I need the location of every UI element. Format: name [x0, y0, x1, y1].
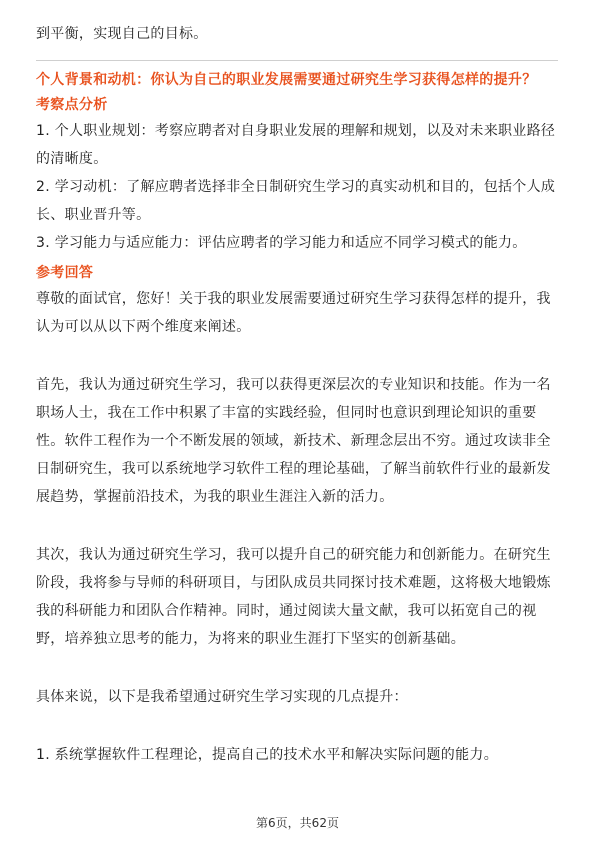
answer-paragraph: 尊敬的面试官，您好！关于我的职业发展需要通过研究生学习获得怎样的提升，我认为可以从以下两个维度来阐述。	[36, 291, 551, 335]
answer-paragraph: 其次，我认为通过研究生学习，我可以提升自己的研究能力和创新能力。在研究生阶段，我将参与导师的科研项目，与团队成员共同探讨技术难题，这将极大地锻炼我的科研能力和团队合作精神。同时，通过阅读大量文献，我可以拓宽自己的视野，培养独立思考的能力，为将来的职业生涯打下坚实的创新基础。	[36, 547, 551, 647]
answer-paragraph: 具体来说，以下是我希望通过研究生学习实现的几点提升：	[36, 689, 408, 705]
page-indicator: 第6页，共62页	[256, 816, 339, 830]
page-footer	[0, 814, 595, 831]
analysis-item: 3. 学习能力与适应能力：评估应聘者的学习能力和适应不同学习模式的能力。	[36, 235, 527, 251]
continuation-text: 到平衡，实现自己的目标。	[36, 26, 208, 42]
page-content	[36, 20, 558, 769]
analysis-item: 1. 个人职业规划：考察应聘者对自身职业发展的理解和规划，以及对未来职业路径的清晰度。	[36, 123, 556, 167]
analysis-list	[36, 117, 558, 257]
section-divider	[36, 60, 558, 61]
answer-label: 参考回答	[36, 265, 94, 281]
question-title: 个人背景和动机：你认为自己的职业发展需要通过研究生学习获得怎样的提升？	[36, 72, 537, 88]
analysis-item: 2. 学习动机：了解应聘者选择非全日制研究生学习的真实动机和目的，包括个人成长、职业晋升等。	[36, 179, 556, 223]
answer-paragraph: 首先，我认为通过研究生学习，我可以获得更深层次的专业知识和技能。作为一名职场人士，我在工作中积累了丰富的实践经验，但同时也意识到理论知识的重要性。软件工程作为一个不断发展的领域，新技术、新理念层出不穷。通过攻读非全日制研究生，我可以系统地学习软件工程的理论基础，了解当前软件行业的最新发展趋势，掌握前沿技术，为我的职业生涯注入新的活力。	[36, 377, 551, 505]
analysis-label: 考察点分析	[36, 97, 108, 113]
answer-paragraph: 1. 系统掌握软件工程理论，提高自己的技术水平和解决实际问题的能力。	[36, 747, 499, 763]
